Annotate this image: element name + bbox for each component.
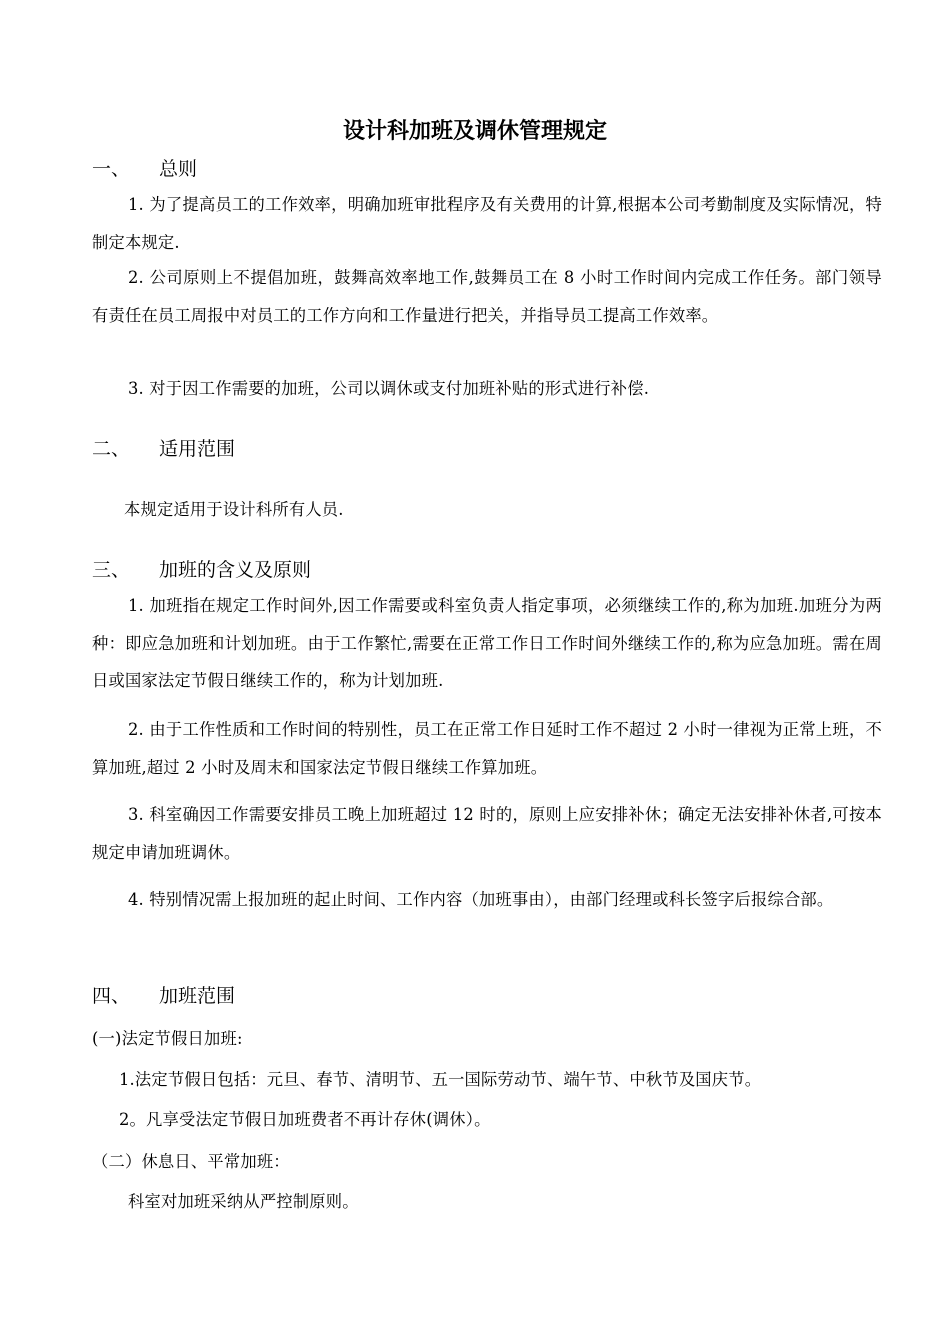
- paragraph: 3. 科室确因工作需要安排员工晚上加班超过 12 时的，原则上应安排补休；确定无法安排补休者,可按本规定申请加班调休。: [92, 805, 882, 862]
- paragraph: 2. 由于工作性质和工作时间的特别性，员工在正常工作日延时工作不超过 2 小时一律视为正常上班，不算加班,超过 2 小时及周末和国家法定节假日继续工作算加班。: [92, 720, 882, 777]
- paragraph: 本规定适用于设计科所有人员.: [124, 500, 344, 519]
- paragraph: 科室对加班采纳从严控制原则。: [128, 1192, 359, 1211]
- document-title: 设计科加班及调休管理规定: [342, 119, 607, 144]
- section-number: 一、: [92, 158, 131, 180]
- section-title: 适用范围: [159, 438, 236, 460]
- paragraph: 1. 加班指在规定工作时间外,因工作需要或科室负责人指定事项，必须继续工作的,称为加班.加班分为两种：即应急加班和计划加班。由于工作繁忙,需要在正常工作日工作时间外继续工作的,称为应急加班。需在周日或国家法定节假日继续工作的，称为计划加班.: [92, 596, 882, 690]
- paragraph: 4. 特别情况需上报加班的起止时间、工作内容（加班事由），由部门经理或科长签字后报综合部。: [128, 890, 834, 909]
- list-item: 1.法定节假日包括：元旦、春节、清明节、五一国际劳动节、端午节、中秋节及国庆节。: [119, 1070, 762, 1089]
- paragraph: 1. 为了提高员工的工作效率，明确加班审批程序及有关费用的计算,根据本公司考勤制度及实际情况，特制定本规定.: [92, 195, 882, 252]
- section-title: 总则: [159, 158, 198, 180]
- list-item: 2。凡享受法定节假日加班费者不再计存休(调休）。: [119, 1110, 491, 1129]
- subsection-title: (一)法定节假日加班:: [92, 1029, 243, 1048]
- paragraph: 3. 对于因工作需要的加班，公司以调休或支付加班补贴的形式进行补偿.: [128, 379, 650, 398]
- section-title: 加班范围: [159, 985, 236, 1007]
- section-heading-scope: [92, 435, 235, 463]
- section-number: 四、: [92, 985, 131, 1007]
- section-heading-overtime-scope: [92, 982, 235, 1010]
- subsection-title: （二）休息日、平常加班：: [92, 1152, 290, 1171]
- section-number: 三、: [92, 559, 131, 581]
- section-heading-general: [92, 155, 197, 183]
- section-title: 加班的含义及原则: [159, 559, 312, 581]
- section-heading-definition: [92, 556, 311, 584]
- section-number: 二、: [92, 438, 131, 460]
- paragraph: 2. 公司原则上不提倡加班，鼓舞高效率地工作,鼓舞员工在 8 小时工作时间内完成工作任务。部门领导有责任在员工周报中对员工的工作方向和工作量进行把关，并指导员工提高工作效率。: [92, 268, 882, 325]
